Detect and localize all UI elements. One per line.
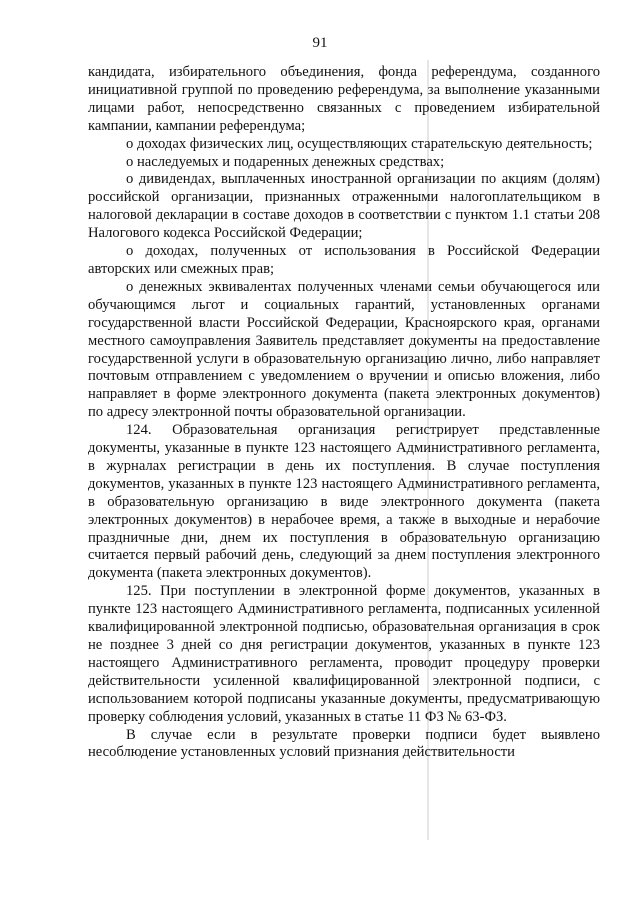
paragraph: о наследуемых и подаренных денежных средствах; xyxy=(126,153,445,170)
paragraph: о дивидендах, выплаченных иностранной организации по акциям (долям) российской организации, признанных отраженными налогоплательщиком в налоговой декларации в составе доходов в соответствии с пунктом 1.1 статьи 208 Налогового кодекса Российской Федерации; xyxy=(88,171,600,242)
paragraph: о доходах физических лиц, осуществляющих старательскую деятельность; xyxy=(126,135,593,152)
paragraph: о денежных эквивалентах полученных членами семьи обучающегося или обучающимся льгот и социальных гарантий, установленных органами государственной власти Российской Федерации, Красноярского края, органами местного самоуправления Заявитель представляет документы на предоставление государственной услуги в образовательную организацию лично, либо направляет почтовым отправлением с уведомлением о вручении и описью вложения, либо направляет в форме электронного документа (пакета электронных документов) по адресу электронной почты образовательной организации. xyxy=(88,278,600,421)
paragraph: В случае если в результате проверки подписи будет выявлено несоблюдение установленных условий признания действительности xyxy=(88,726,600,761)
paragraph: о доходах, полученных от использования в Российской Федерации авторских или смежных прав; xyxy=(88,243,600,277)
paragraph-124: 124. Образовательная организация регистрирует представленные документы, указанные в пункте 123 настоящего Административного регламента, в журналах регистрации в день их поступления. В случае поступления документов, указанных в пункте 123 настоящего Административного регламента, в образовательную организацию в виде электронного документа (пакета электронных документов) в нерабочее время, а также в выходные и нерабочие праздничные дни, днем их поступления в образовательную организацию считается первый рабочий день, следующий за днем поступления электронного документа (пакета электронных документов). xyxy=(88,422,600,582)
page-number: 91 xyxy=(312,35,328,51)
document-body xyxy=(88,64,600,762)
paragraph-125: 125. При поступлении в электронной форме документов, указанных в пункте 123 настоящего Административного регламента, подписанных усиленной квалифицированной электронной подписью, образовательная организация в срок не позднее 3 дней со дня регистрации документов, указанных в пункте 123 настоящего Административного регламента, проводит процедуру проверки действительности усиленной квалифицированной электронной подписи, с использованием которой подписаны указанные документы, предусматривающую проверку соблюдения условий, указанных в статье 11 ФЗ № 63-ФЗ. xyxy=(88,583,600,725)
paragraph: кандидата, избирательного объединения, фонда референдума, созданного инициативной группой по проведению референдума, за выполнение указанными лицами работ, непосредственно связанных с проведением избирательной кампании, кампании референдума; xyxy=(88,64,600,134)
